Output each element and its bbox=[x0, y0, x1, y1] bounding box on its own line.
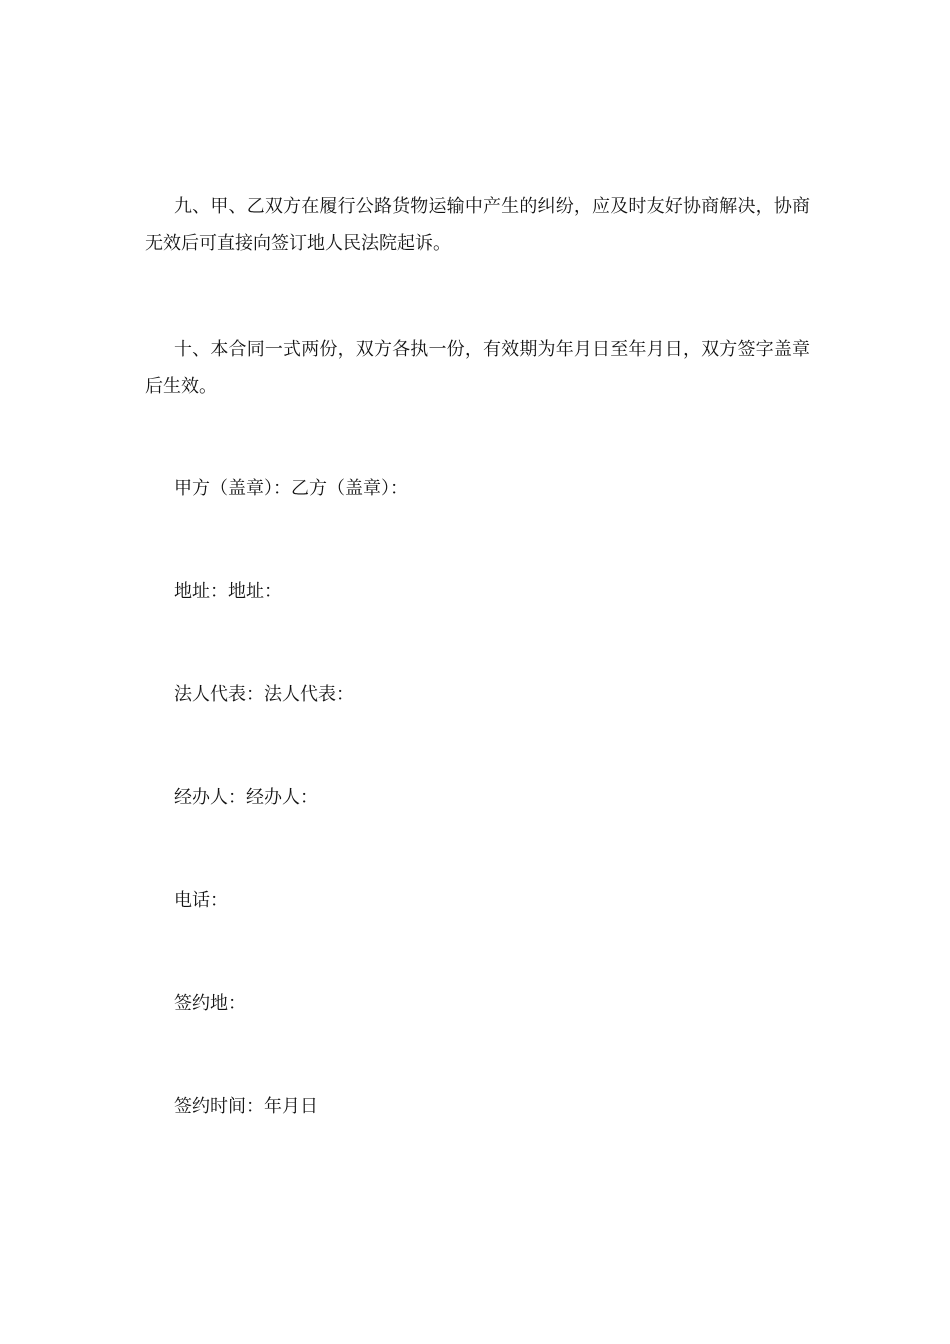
legal-rep-line: 法人代表：法人代表： bbox=[174, 684, 354, 705]
handler-line: 经办人：经办人： bbox=[174, 787, 318, 808]
clause-ten: 十、本合同一式两份，双方各执一份，有效期为年月日至年月日，双方签字盖章后生效。 bbox=[145, 339, 810, 397]
clause-nine: 九、甲、乙双方在履行公路货物运输中产生的纠纷，应及时友好协商解决，协商无效后可直接向签订地人民法院起诉。 bbox=[145, 196, 810, 254]
sign-time-line: 签约时间：年月日 bbox=[174, 1096, 318, 1117]
phone-line: 电话： bbox=[174, 890, 228, 911]
seal-line: 甲方（盖章）：乙方（盖章）： bbox=[174, 478, 408, 499]
address-line: 地址：地址： bbox=[174, 581, 282, 602]
sign-place-line: 签约地： bbox=[174, 993, 246, 1014]
